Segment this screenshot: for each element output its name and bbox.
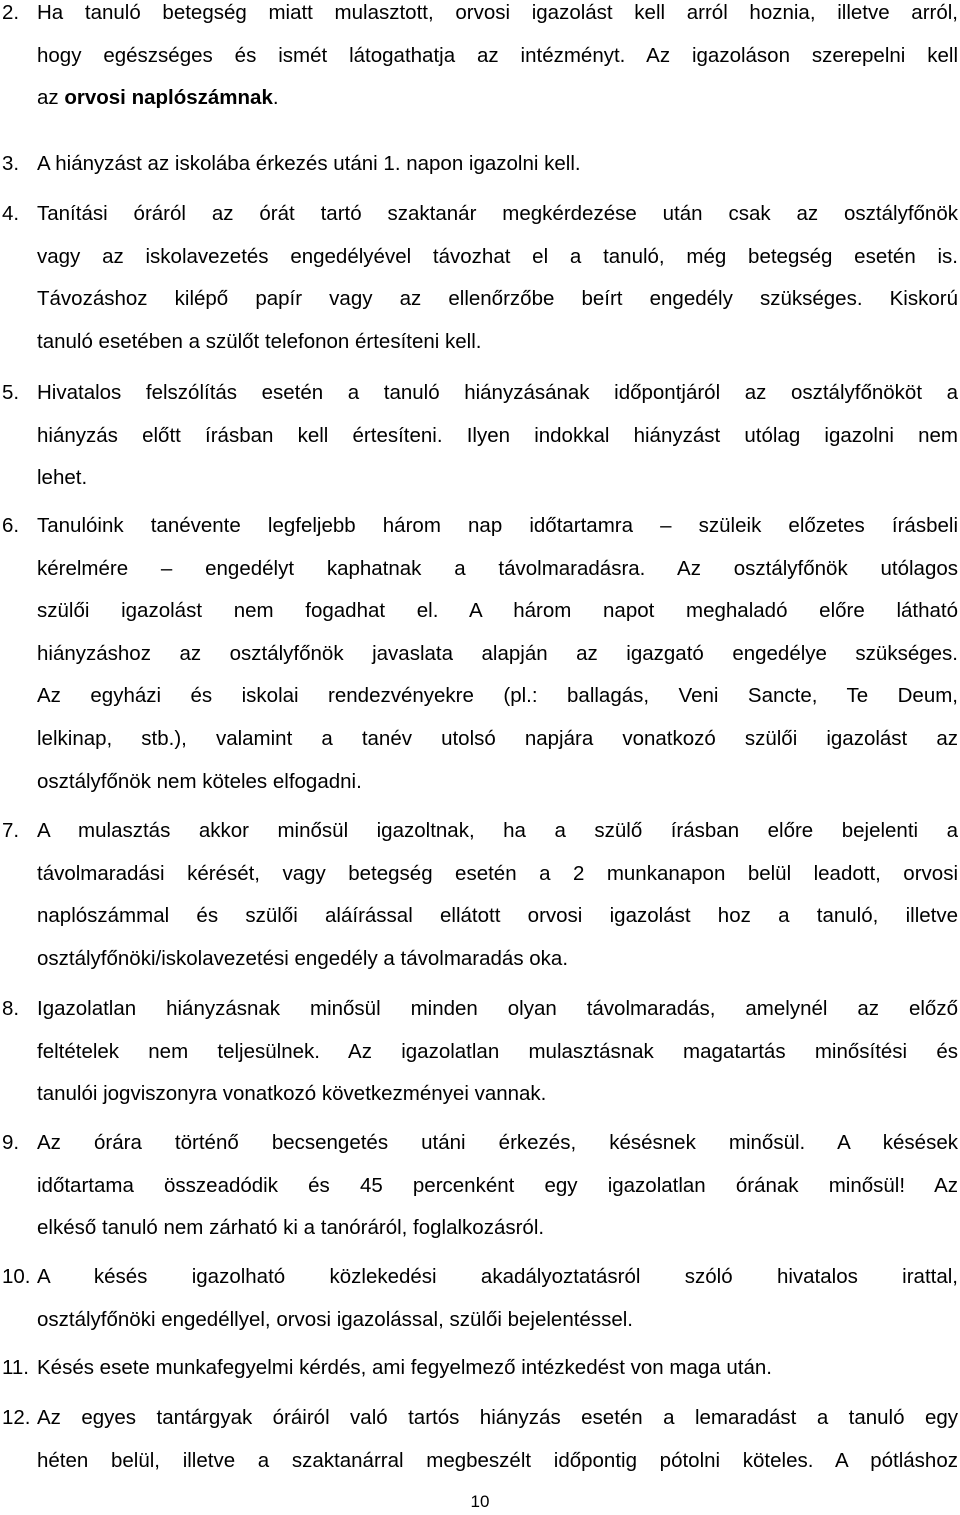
text-line: A hiányzást az iskolába érkezés utáni 1. napon igazolni kell. <box>37 152 581 175</box>
text-line: Tanulóink tanévente legfeljebb három nap időtartamra – szüleik előzetes írásbeli <box>37 514 958 537</box>
item-number: 2. <box>2 1 20 24</box>
page-number: 10 <box>470 1492 490 1511</box>
text-line: A késés igazolható közlekedési akadályoztatásról szóló hivatalos irattal, <box>37 1265 958 1288</box>
text-line: Az egyházi és iskolai rendezvényekre (pl.: ballagás, Veni Sancte, Te Deum, <box>37 684 958 708</box>
item-text <box>37 193 958 363</box>
text-line: Távozáshoz kilépő papír vagy az ellenőrzőbe beírt engedély szükséges. Kiskorú <box>37 287 958 311</box>
text-line: Az órára történő becsengetés utáni érkezés, késésnek minősül. A késések <box>37 1131 958 1154</box>
item-number: 4. <box>2 202 20 225</box>
item-text <box>37 505 958 803</box>
item-text <box>37 1397 958 1482</box>
item-number: 7. <box>2 819 20 842</box>
text-line: távolmaradási kérését, vagy betegség esetén a 2 munkanapon belül leadott, orvosi <box>37 861 958 885</box>
text-line: hogy egészséges és ismét látogathatja az intézményt. Az igazoláson szerepelni kell <box>37 43 958 67</box>
text-line: A mulasztás akkor minősül igazoltnak, ha a szülő írásban előre bejelenti a <box>37 819 958 842</box>
item-number: 5. <box>2 381 20 404</box>
text-line: vagy az iskolavezetés engedélyével távozhat el a tanuló, még betegség esetén is. <box>37 244 958 268</box>
item-number: 11. <box>2 1356 29 1379</box>
item-text <box>37 810 958 980</box>
item-number: 9. <box>2 1131 20 1154</box>
text-line: feltételek nem teljesülnek. Az igazolatlan mulasztásnak magatartás minősítési és <box>37 1039 958 1063</box>
item-text <box>37 1122 958 1250</box>
text-line: naplószámmal és szülői aláírással ellátott orvosi igazolást hoz a tanuló, illetve <box>37 904 958 928</box>
item-text <box>37 0 958 120</box>
text-line: Ha tanuló betegség miatt mulasztott, orvosi igazolást kell arról hoznia, illetve arról, <box>37 1 958 24</box>
text-line: szülői igazolást nem fogadhat el. A három napot meghaladó előre látható <box>37 599 958 623</box>
text-line: osztályfőnök nem köteles elfogadni. <box>37 769 362 793</box>
item-number: 6. <box>2 514 20 537</box>
text-line: tanuló esetében a szülőt telefonon értesíteni kell. <box>37 329 482 353</box>
bold-phrase: orvosi naplószámnak <box>64 86 273 110</box>
item-text <box>37 372 958 500</box>
text-line: osztályfőnöki/iskolavezetési engedély a távolmaradás oka. <box>37 946 569 970</box>
text-line: Az egyes tantárgyak óráiról való tartós hiányzás esetén a lemaradást a tanuló egy <box>37 1406 958 1429</box>
text-line: Tanítási óráról az órát tartó szaktanár megkérdezése után csak az osztályfőnök <box>37 202 958 225</box>
text-line: időtartama összeadódik és 45 percenként egy igazolatlan órának minősül! Az <box>37 1173 958 1197</box>
text-line: elkéső tanuló nem zárható ki a tanóráról, foglalkozásról. <box>37 1216 545 1240</box>
text-line: tanulói jogviszonyra vonatkozó következményei vannak. <box>37 1082 547 1106</box>
item-number: 12. <box>2 1406 31 1429</box>
item-number: 3. <box>2 152 20 175</box>
text-line: lelkinap, stb.), valamint a tanév utolsó napjára vonatkozó szülői igazolást az <box>37 726 958 750</box>
item-text <box>37 988 958 1116</box>
item-text <box>37 143 958 186</box>
item-number: 8. <box>2 997 20 1020</box>
text-line: hiányzás előtt írásban kell értesíteni. Ilyen indokkal hiányzást utólag igazolni nem <box>37 423 958 447</box>
text-line: Hivatalos felszólítás esetén a tanuló hiányzásának időpontjáról az osztályfőnököt a <box>37 381 958 404</box>
text-line: héten belül, illetve a szaktanárral megbeszélt időpontig pótolni köteles. A pótláshoz <box>37 1448 958 1472</box>
text-line: lehet. <box>37 466 88 490</box>
text-line: Késés esete munkafegyelmi kérdés, ami fegyelmező intézkedést von maga után. <box>37 1356 772 1379</box>
item-text <box>37 1347 958 1390</box>
text-line: osztályfőnöki engedéllyel, orvosi igazolással, szülői bejelentéssel. <box>37 1307 633 1331</box>
item-number: 10. <box>2 1265 31 1288</box>
text-line: hiányzáshoz az osztályfőnök javaslata alapján az igazgató engedélye szükséges. <box>37 641 958 665</box>
text-line: Igazolatlan hiányzásnak minősül minden olyan távolmaradás, amelynél az előző <box>37 997 958 1020</box>
text-line: kérelmére – engedélyt kaphatnak a távolmaradásra. Az osztályfőnök utólagos <box>37 556 958 580</box>
text-line: az orvosi naplószámnak. <box>37 86 279 110</box>
item-text <box>37 1256 958 1341</box>
